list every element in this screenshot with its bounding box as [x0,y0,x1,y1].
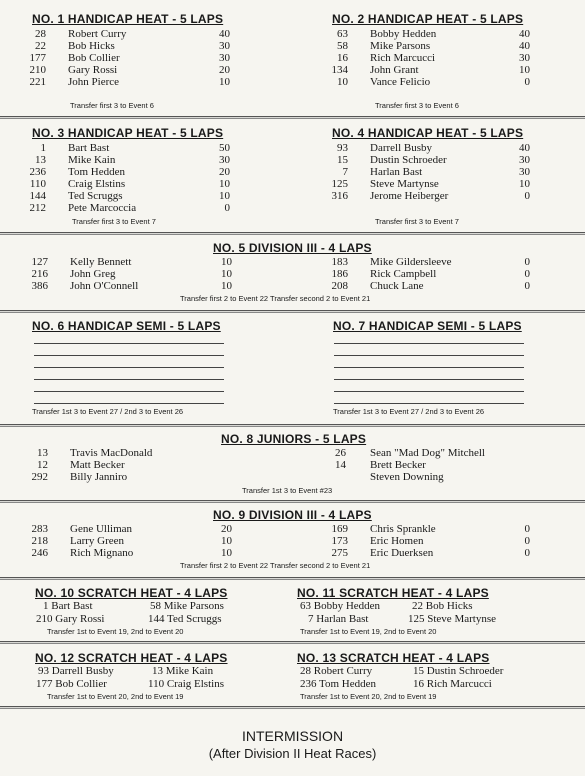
transfer-note: Transfer first 2 to Event 22 Transfer second 2 to Event 21 [180,294,371,303]
section-divider [0,641,585,644]
section-divider [0,424,585,427]
blank-entry-line [334,343,524,344]
blank-entry-line [334,391,524,392]
blank-entry-line [34,379,224,380]
blank-entry-line [334,379,524,380]
section-divider [0,500,585,503]
intermission-title: INTERMISSION [241,728,344,744]
section-divider [0,116,585,119]
blank-entry-line [34,391,224,392]
heat-title: NO. 9 DIVISION III - 4 LAPS [213,508,372,522]
heat-title: NO. 8 JUNIORS - 5 LAPS [221,432,367,446]
heat-title: NO. 11 SCRATCH HEAT - 4 LAPS [297,586,489,600]
heat-title: NO. 10 SCRATCH HEAT - 4 LAPS [35,586,228,600]
heat-title: NO. 3 HANDICAP HEAT - 5 LAPS [32,126,224,140]
transfer-note: Transfer 1st 3 to Event 27 / 2nd 3 to Event 26 [32,407,184,416]
blank-entry-line [34,367,224,368]
section-divider [0,706,585,709]
section-divider [0,577,585,580]
blank-entry-line [334,403,524,404]
heat-title: NO. 4 HANDICAP HEAT - 5 LAPS [332,126,524,140]
section-divider [0,232,585,235]
heat-title: NO. 1 HANDICAP HEAT - 5 LAPS [32,12,224,26]
transfer-note: Transfer 1st to Event 20, 2nd to Event 19 [47,692,184,701]
transfer-note: Transfer first 3 to Event 7 [375,217,459,226]
heat-title: NO. 7 HANDICAP SEMI - 5 LAPS [333,319,522,333]
transfer-note: Transfer 1st to Event 19, 2nd to Event 20 [300,627,437,636]
blank-entry-line [34,403,224,404]
heat-title: NO. 13 SCRATCH HEAT - 4 LAPS [297,651,490,665]
transfer-note: Transfer first 3 to Event 7 [72,217,156,226]
heat-title: NO. 6 HANDICAP SEMI - 5 LAPS [32,319,221,333]
transfer-note: Transfer first 3 to Event 6 [375,101,459,110]
transfer-note: Transfer 1st 3 to Event 27 / 2nd 3 to Event 26 [333,407,485,416]
heat-title: NO. 2 HANDICAP HEAT - 5 LAPS [332,12,524,26]
intermission-subtitle: (After Division II Heat Races) [208,746,377,761]
transfer-note: Transfer first 2 to Event 22 Transfer second 2 to Event 21 [180,561,371,570]
blank-entry-line [334,367,524,368]
blank-entry-line [34,355,224,356]
heat-title: NO. 12 SCRATCH HEAT - 4 LAPS [35,651,228,665]
blank-entry-line [334,355,524,356]
transfer-note: Transfer first 3 to Event 6 [70,101,154,110]
program-page: NO. 1 HANDICAP HEAT - 5 LAPS 28 Robert Curry 40 22 Bob Hicks 30 177 Bob Collier 30 210 Gary Rossi 20 221 John Pierce 10 Transfer first 3 to Event 6 NO. 2 HANDICAP HEAT - 5 LAPS 63 Bobby Hedden 40 58 Mike Parsons 40 16 Rich Marcucci 30 134 John Grant 10 10 Vance Felicio 0 Transfer first 3 to Event 6 NO. 3 HANDICAP HEAT - 5 LAPS 1 Bart Bast 50 13 Mike Kain 30 236 Tom Hedden 20 110 Craig Elstins 10 144 Ted Scruggs 10 212 Pete Marcoccia 0 Transfer first 3 to Event 7 NO. 4 HANDICAP HEAT - 5 LAPS 93 Darrell Busby 40 15 Dustin Schroeder 30 7 Harlan Bast 30 125 Steve Martynse 10 316 Jerome Heiberger 0 Transfer first 3 to Event 7 NO. 5 DIVISION III - 4 LAPS 127 Kelly Bennett 10 216 John Greg 10 386 John O'Connell 10 183 Mike Gildersleeve 0 186 Rick Campbell 0 208 Chuck Lane 0 Transfer first 2 to Event 22 Transfer second 2 to Event 21 NO. 6 HANDICAP SEMI - 5 LAPS Transfer 1st 3 to Event 27 / 2nd 3 to Event 26 NO. 7 HANDICAP SEMI - 5 LAPS Transfer 1st 3 to Event 27 / 2nd 3 to Event 26 NO. 8 JUNIORS - 5 LAPS 13 Travis MacDonald 12 Matt Becker 292 Billy Janniro 26 Sean "Mad Dog" Mitchell 14 Brett Becker Steven Downing Transfer 1st 3 to Event #23 NO. 9 DIVISION III - 4 LAPS 283 Gene Ulliman 20 218 Larry Green 10 246 Rich Mignano 10 169 Chris Sprankle 0 173 Eric Homen 0 275 Eric Duerksen 0 Transfer first 2 to Event 22 Transfer second 2 to Event 21 NO. 10 SCRATCH HEAT - 4 LAPS 1 Bart Bast 58 Mike Parsons 210 Gary Rossi 144 Ted Scruggs Transfer 1st to Event 19, 2nd to Event 20 NO. 11 SCRATCH HEAT - 4 LAPS 63 Bobby Hedden 22 Bob Hicks 7 Harlan Bast 125 Steve Martynse Transfer 1st to Event 19, 2nd to Event 20 NO. 12 SCRATCH HEAT - 4 LAPS 93 Darrell Busby 13 Mike Kain 177 Bob Collier 110 Craig Elstins Transfer 1st to Event 20, 2nd to Event 19 NO. 13 SCRATCH HEAT - 4 LAPS 28 Robert Curry 15 Dustin Schroeder 236 Tom Hedden 16 Rich Marcucci Transfer 1st to Event 20, 2nd to Event 19 INTERMISSION (After Division II Heat Races) [0,0,585,776]
transfer-note: Transfer 1st to Event 19, 2nd to Event 20 [47,627,184,636]
heat-title: NO. 5 DIVISION III - 4 LAPS [213,241,372,255]
transfer-note: Transfer 1st 3 to Event #23 [242,486,333,495]
section-divider [0,310,585,313]
transfer-note: Transfer 1st to Event 20, 2nd to Event 19 [300,692,437,701]
blank-entry-line [34,343,224,344]
